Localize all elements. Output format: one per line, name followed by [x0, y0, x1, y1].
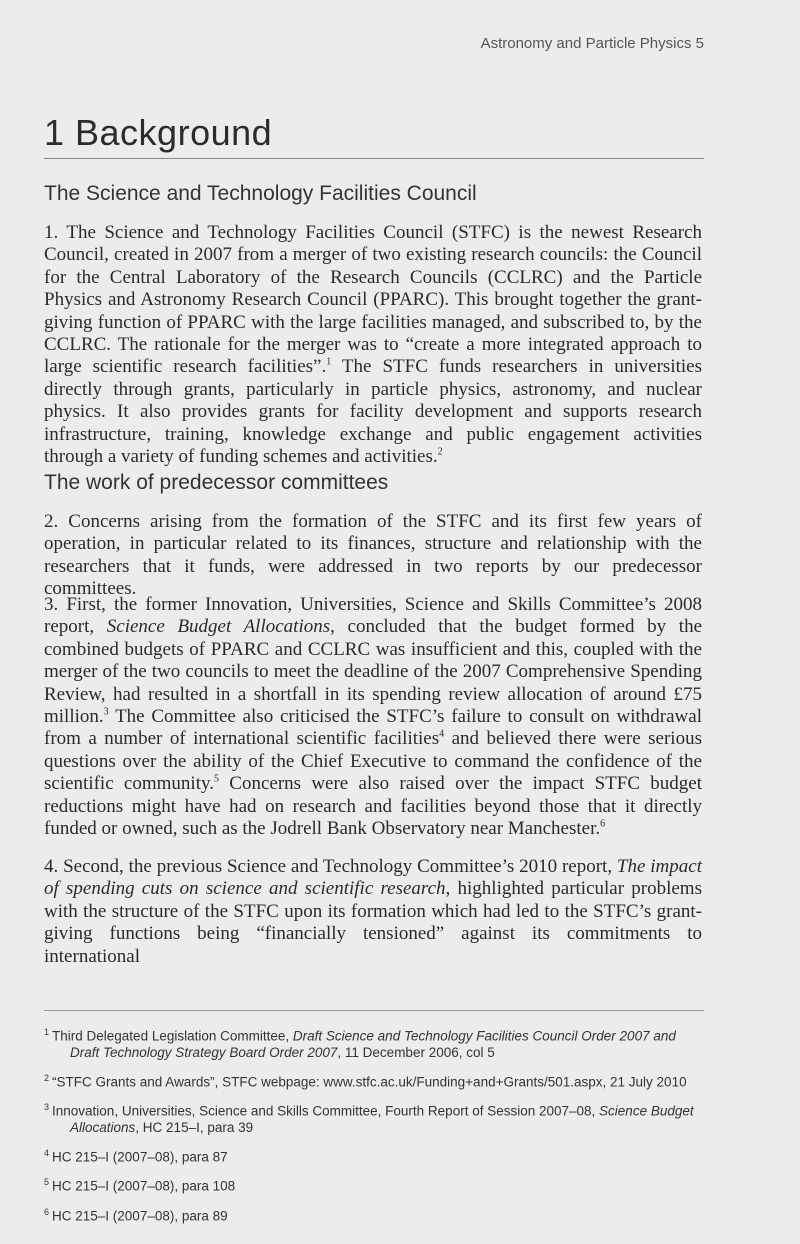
footnote-divider [44, 1010, 704, 1011]
footnote: $^4$ HC 215–I (2007–08), para 87 [44, 1147, 228, 1164]
footnote: $^2$ “STFC Grants and Awards”, STFC webpage: www.stfc.ac.uk/Funding+and+Grants/501.aspx, 21 July 2010 [44, 1072, 687, 1089]
paragraph-2: 2. Concerns arising from the formation of the STFC and its first few years of operation, in particular related to its finances, structure and relationship with the researchers that it funds, were addressed in two reports by our predecessor committees. [44, 511, 702, 600]
chapter-divider [44, 158, 704, 159]
footnote: $^5$ HC 215–I (2007–08), para 108 [44, 1177, 236, 1194]
paragraph-3: 3. First, the former Innovation, Universities, Science and Skills Committee’s 2008 report, Science Budget Allocations, concluded that the budget formed by the combined budgets of PPARC and CCLRC was insufficient and this, coupled with the merger of the two councils to meet the deadline of the 2007 Comprehensive Spending Review, had resulted in a shortfall in its spending review allocation of around £75 million.$^3$ The Committee also criticised the STFC’s failure to consult on withdrawal from a number of international scientific facilities$^4$ and believed there were serious questions over the ability of the Chief Executive to command the confidence of the scientific community.$^5$ Concerns were also raised over the impact STFC budget reductions might have had on research and facilities beyond those that it directly funded or owned, such as the Jodrell Bank Observatory near Manchester.$^6$ [44, 594, 703, 840]
paragraph-4: 4. Second, the previous Science and Technology Committee’s 2010 report, The impact of spending cuts on science and scientific research, highlighted particular problems with the structure of the STFC upon its formation which had led to the STFC’s grant-giving functions being “financially tensioned” against its commitments to international [44, 856, 702, 967]
section-heading-predecessor: The work of predecessor committees [44, 471, 389, 494]
footnote: $^3$ Innovation, Universities, Science and Skills Committee, Fourth Report of Session 2007–08, Science Budget Allocations, HC 215–I, para 39 [44, 1102, 694, 1135]
footnote: $^6$ HC 215–I (2007–08), para 89 [44, 1206, 228, 1223]
section-heading-stfc: The Science and Technology Facilities Council [44, 182, 477, 205]
paragraph-1: 1. The Science and Technology Facilities Council (STFC) is the newest Research Council, created in 2007 from a merger of two existing research councils: the Council for the Central Laboratory of the Research Councils (CCLRC) and the Particle Physics and Astronomy Research Council (PPARC). This brought together the grant-giving function of PPARC with the large facilities managed, and subscribed to, by the CCLRC. The rationale for the merger was to “create a more integrated approach to large scientific research facilities”.$^1$ The STFC funds researchers in universities directly through grants, particularly in particle physics, astronomy, and nuclear physics. It also provides grants for facility development and supports research infrastructure, training, knowledge exchange and public engagement activities through a variety of funding schemes and activities.$^2$ [44, 222, 702, 468]
footnote: $^1$ Third Delegated Legislation Committee, Draft Science and Technology Facilities Council Order 2007 and Draft Technology Strategy Board Order 2007, 11 December 2006, col 5 [44, 1027, 676, 1060]
chapter-title: 1 Background [44, 112, 273, 153]
footnotes [44, 1024, 704, 1233]
running-head: Astronomy and Particle Physics 5 [480, 35, 704, 52]
